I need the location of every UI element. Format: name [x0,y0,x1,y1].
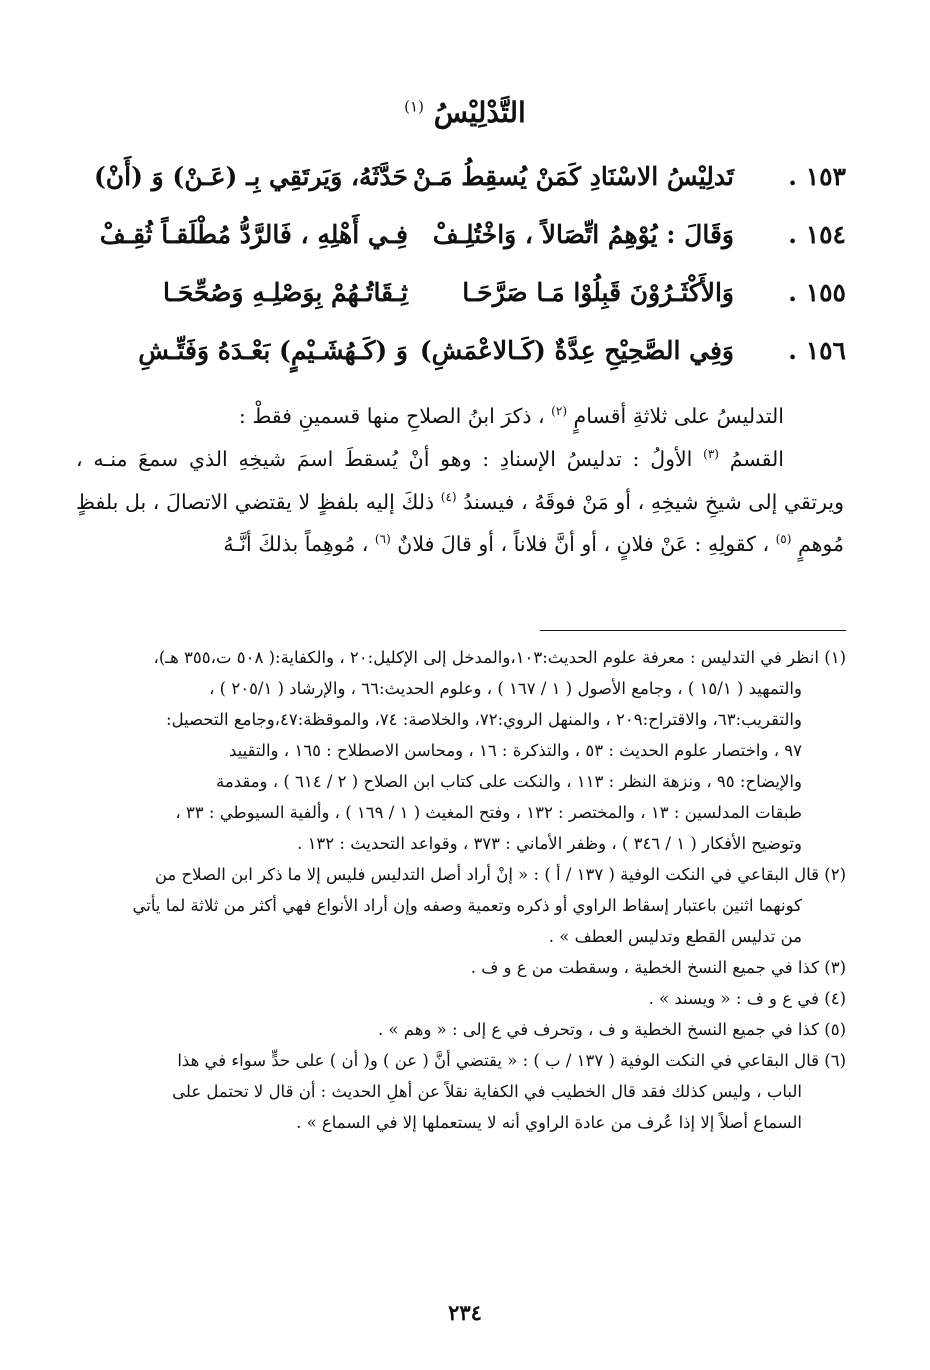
paragraph [76,435,844,563]
verse-line [78,214,846,272]
footnote-mark: (٥) [824,1020,846,1039]
footnote-line: الباب ، وليس كذلك فقد قال الخطيب في الكفاية نقلاً عن أهلِ الحديث : أن قال لا تحتمل على [172,1082,802,1101]
footnote-line: السماع أصلاً إلا إذا عُرف من عادة الراوي أنه لا يستعملها إلا في السماع » . [296,1113,802,1132]
verse-first-hemistich: وَفِي الصَّحِيْحِ عِدَّةٌ (كَـالاعْمَشِ) [419,336,734,365]
footnote-line: والإيضاح: ٩٥ ، ونزهة النظر : ١١٣ ، والنكت على كتاب ابن الصلاح ( ٢ / ٦١٤ ) ، ومقدمة [216,772,802,791]
footnote-line: كونهما اثنين باعتبار إسقاط الراوي أو ذكره وتعمية وصفه وإن أراد الأنواع فهي أكثر من ثلاثة لما يأتي [132,896,802,915]
footnote-mark: (٢) [824,865,846,884]
footnote-line: طبقات المدلسين : ١٣ ، والمختصر : ١٣٢ ، وفتح المغيث ( ١ / ١٦٩ ) ، وألفية السيوطي : ٣٣ ، [175,803,802,822]
page-number: ٢٣٤ [448,1300,482,1325]
footnote [76,952,846,983]
text-run: ، ذكرَ ابنُ الصلاحِ منها قسمينِ فقطْ : [238,403,545,428]
footnote [76,1045,846,1138]
footnote-mark: (٣) [824,958,846,977]
verse-number: ١٥٦ . [788,336,846,365]
chapter-title [0,96,930,129]
verse-first-hemistich: وَالأَكْثَـرُوْنَ قَبِلُوْا مَـا صَرَّحَـا [462,278,734,307]
verse-number: ١٥٥ . [788,278,846,307]
verse-number: ١٥٤ . [788,220,846,249]
footnote-line: من تدليس القطع وتدليس العطف » . [548,927,802,946]
footnote-line: انظر في التدليس : معرفة علوم الحديث:١٠٣،والمدخل إلى الإكليل:٢٠ ، والكفاية:( ٥٠٨ ت،٣٥٥ هـ)، [153,648,819,667]
chapter-title-footnote-ref: (١) [404,97,424,116]
verse-list [78,156,846,388]
verse-first-hemistich: وَقَالَ : يُوْهِمُ اتِّصَالاً ، وَاخْتُلِـفْ [432,220,734,249]
verse-second-hemistich: حَدَّثَهُ، وَيَرتَقِي بِـ (عَـنْ) وَ (أَنْ) [93,162,408,191]
footnote-line: والتقريب:٦٣، والاقتراح:٢٠٩ ، والمنهل الروي:٧٢، والخلاصة: ٧٤، والموقظة:٤٧،وجامع التحصيل: [166,710,802,729]
footnote-mark: (٦) [824,1051,846,1070]
footnote [76,1014,846,1045]
footnote [76,983,846,1014]
verse-second-hemistich: وَ (كَـهُشَـيْمٍ) بَعْـدَهُ وَفَتِّـشِ [138,336,408,365]
verse-line [78,272,846,330]
footnote-ref: (٥) [775,532,792,547]
footnote-line: ٩٧ ، واختصار علوم الحديث : ٥٣ ، والتذكرة : ١٦ ، ومحاسن الاصطلاح : ١٦٥ ، والتقييد [229,741,802,760]
footnote-line: قال البقاعي في النكت الوفية ( ١٣٧ / ب ) : « يقتضي أنَّ ( عن ) و( أن ) على حدٍّ سواء في هذا [177,1051,819,1070]
text-run: الأولُ : تدليسُ الإسنادِ : وهو أنْ يُسقطَ اسمَ شيخِهِ الذي سمعَ منـه ، ويرتقي إلى شيخِ شيخِهِ ، أو مَنْ فوقَهُ ، فيسندُ [76,446,844,514]
footnotes [76,642,846,1138]
chapter-title-text: التَّدْلِيْسُ [433,96,526,129]
footnote-line: وتوضيح الأفكار ( ١ / ٣٤٦ ) ، وظفر الأماني : ٣٧٣ ، وقواعد التحديث : ١٣٢ . [297,834,802,853]
body-text [76,392,844,563]
footnote-ref: (٢) [551,404,567,418]
footnote-line: في ع و ف : « ويسند » . [648,989,819,1008]
footnote-ref: (٤) [440,489,457,504]
paragraph [76,392,844,435]
text-run: ، كقولِهِ : عَنْ فلانٍ ، أو أنَّ فلاناً ، أو قالَ فلانٌ [397,532,770,557]
text-run: ذلكَ إليه بلفظٍ لا يقتضي الاتصالَ ، بل بلفظٍ مُوهمٍ [76,489,844,557]
footnote-mark: (٤) [824,989,846,1008]
footnote-ref: (٦) [374,532,391,547]
footnote-line: كذا في جميع النسخ الخطية ، وسقطت من ع و ف . [470,958,819,977]
footnote-separator [540,630,846,631]
verse-first-hemistich: تَدلِيْسُ الاسْنَادِ كَمَنْ يُسقِطُ مَـنْ [412,162,734,191]
verse-second-hemistich: ثِـقَاتُـهُمْ بِوَصْلِـهِ وَصُحِّحَـا [162,278,408,307]
footnote [76,859,846,952]
text-run: ، مُوهِماً بذلكَ أنَّـهُ [223,532,369,557]
footnote-line: قال البقاعي في النكت الوفية ( ١٣٧ / أ ) : « إنْ أراد أصل التدليس فليس إلا ما ذكر ابن الصلاح من [154,865,819,884]
footnote-line: كذا في جميع النسخ الخطية و ف ، وتحرف في ع إلى : « وهم » . [377,1020,819,1039]
footnote-mark: (١) [824,648,846,667]
footnote-line: والتمهيد ( ١٥/١ ) ، وجامع الأصول ( ١ / ١٦٧ ) ، وعلوم الحديث:٦٦ ، والإرشاد ( ٢٠٥/١ ) ، [209,679,802,698]
text-run: القسمُ [729,446,784,471]
verse-second-hemistich: فِـي أَهْلِهِ ، فَالرَّدُّ مُطْلَقـاً ثُقِـفْ [99,220,408,249]
footnote-ref: (٣) [703,446,719,461]
verse-line [78,330,846,388]
verse-line [78,156,846,214]
footnote [76,642,846,859]
text-run: التدليسُ على ثلاثةِ أقسامٍ [573,403,784,428]
verse-number: ١٥٣ . [788,162,846,191]
